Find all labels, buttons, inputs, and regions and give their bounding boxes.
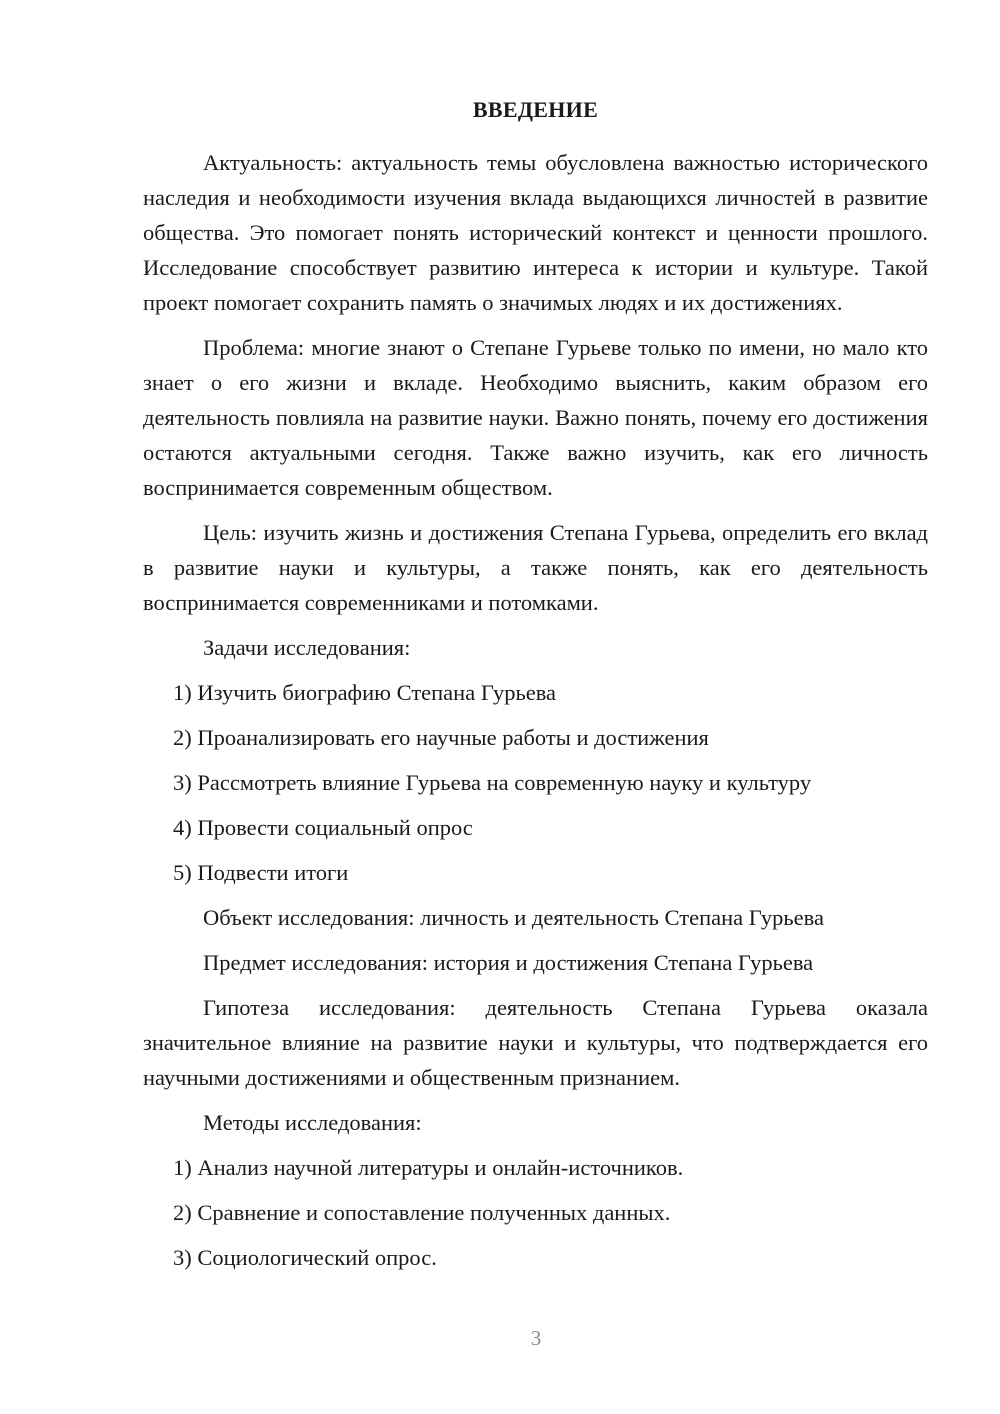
research-object: Объект исследования: личность и деятельность Степана Гурьева [203,905,824,930]
list-item: 2) Сравнение и сопоставление полученных данных. [173,1200,671,1225]
list-item: 5) Подвести итоги [173,860,349,885]
hypothesis-paragraph: Гипотеза исследования: деятельность Степана Гурьева оказала значительное влияние на развитие науки и культуры, что подтверждается его научными достижениями и общественным признанием. [143,995,928,1090]
research-subject: Предмет исследования: история и достижения Степана Гурьева [203,950,814,975]
list-item: 3) Рассмотреть влияние Гурьева на современную науку и культуру [173,770,812,795]
list-item: 3) Социологический опрос. [173,1245,437,1270]
methods-list [143,1150,928,1285]
tasks-list [143,675,928,900]
list-item: 2) Проанализировать его научные работы и достижения [173,725,709,750]
document-page [143,95,928,1285]
relevance-paragraph: Актуальность: актуальность темы обусловлена важностью исторического наследия и необходимости изучения вклада выдающихся личностей в развитие общества. Это помогает понять исторический контекст и ценности прошлого. Исследование способствует развитию интереса к истории и культуре. Такой проект помогает сохранить память о значимых людях и их достижениях. [143,150,928,315]
page-number: 3 [530,1326,542,1350]
list-item: 1) Анализ научной литературы и онлайн-источников. [173,1155,684,1180]
problem-paragraph: Проблема: многие знают о Степане Гурьеве только по имени, но мало кто знает о его жизни и вкладе. Необходимо выяснить, каким образом его деятельность повлияла на развитие науки. Важно понять, почему его достижения остаются актуальными сегодня. Также важно изучить, как его личность воспринимается современным обществом. [143,335,928,500]
tasks-label: Задачи исследования: [203,635,411,660]
page-title: ВВЕДЕНИЕ [472,97,599,122]
goal-paragraph: Цель: изучить жизнь и достижения Степана Гурьева, определить его вклад в развитие науки и культуры, а также понять, как его деятельность воспринимается современниками и потомками. [143,520,928,615]
methods-label: Методы исследования: [203,1110,422,1135]
list-item: 1) Изучить биографию Степана Гурьева [173,680,557,705]
list-item: 4) Провести социальный опрос [173,815,473,840]
